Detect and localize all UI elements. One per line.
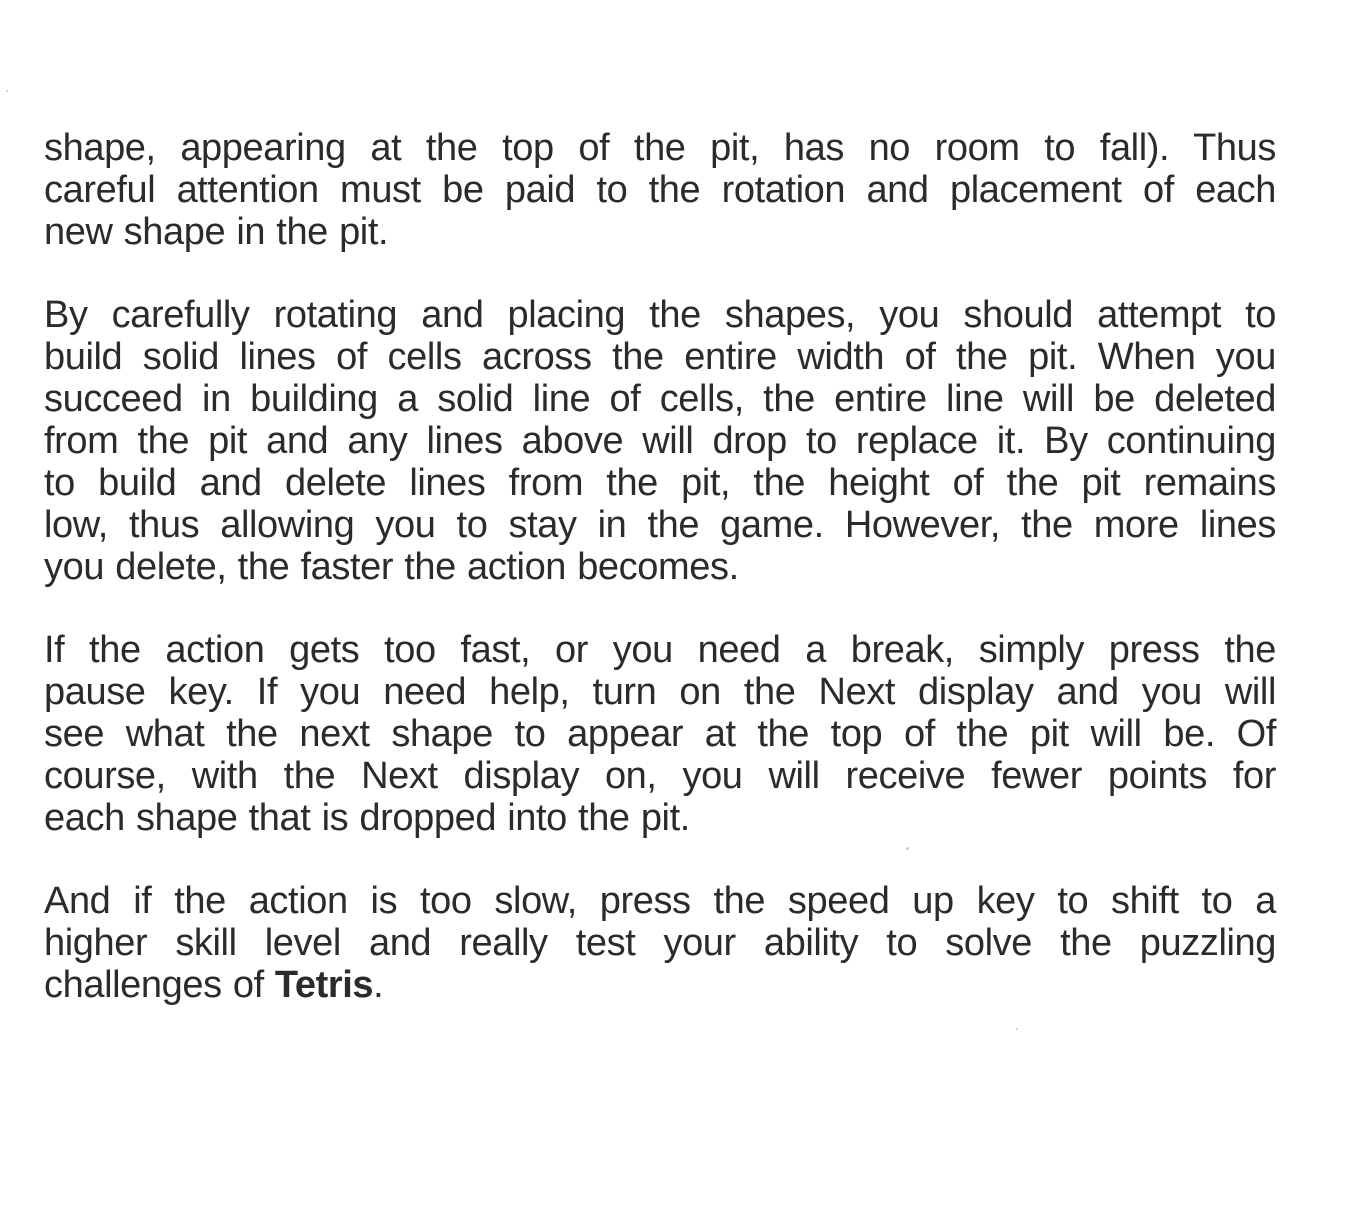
paper-speck xyxy=(906,847,909,850)
manual-page xyxy=(44,127,1276,1047)
paragraph-speed-up xyxy=(44,880,1276,1006)
text-line: And if the action is too slow, press the speed up key to shift to a xyxy=(44,880,1276,922)
text-fragment: . xyxy=(373,964,384,1006)
text-line: careful attention must be paid to the rotation and placement of each xyxy=(44,169,1276,211)
text-line: By carefully rotating and placing the shapes, you should attempt to xyxy=(44,294,1276,336)
text-line: you delete, the faster the action becomes. xyxy=(44,546,739,588)
text-line: If the action gets too fast, or you need a break, simply press the xyxy=(44,629,1276,671)
paragraph-game-over-note xyxy=(44,127,1276,253)
text-line: each shape that is dropped into the pit. xyxy=(44,797,690,839)
paragraph-building-lines xyxy=(44,294,1276,588)
text-line: course, with the Next display on, you will receive fewer points for xyxy=(44,755,1276,797)
text-line: higher skill level and really test your ability to solve the puzzling xyxy=(44,922,1276,964)
text-line: pause key. If you need help, turn on the Next display and you will xyxy=(44,671,1276,713)
text-line: build solid lines of cells across the entire width of the pit. When you xyxy=(44,336,1276,378)
game-title-emphasis: Tetris xyxy=(274,964,374,1006)
text-line: new shape in the pit. xyxy=(44,211,389,253)
text-line: from the pit and any lines above will drop to replace it. By continuing xyxy=(44,420,1276,462)
text-line: shape, appearing at the top of the pit, has no room to fall). Thus xyxy=(44,127,1276,169)
paragraph-pause-and-next xyxy=(44,629,1276,839)
text-line: to build and delete lines from the pit, the height of the pit remains xyxy=(44,462,1276,504)
text-line: succeed in building a solid line of cells, the entire line will be deleted xyxy=(44,378,1276,420)
text-fragment: challenges of xyxy=(44,964,275,1006)
text-line: see what the next shape to appear at the top of the pit will be. Of xyxy=(44,713,1276,755)
paper-speck xyxy=(6,90,8,92)
text-line-final xyxy=(44,964,1276,1006)
paper-speck xyxy=(1016,1028,1018,1030)
text-line: low, thus allowing you to stay in the game. However, the more lines xyxy=(44,504,1276,546)
